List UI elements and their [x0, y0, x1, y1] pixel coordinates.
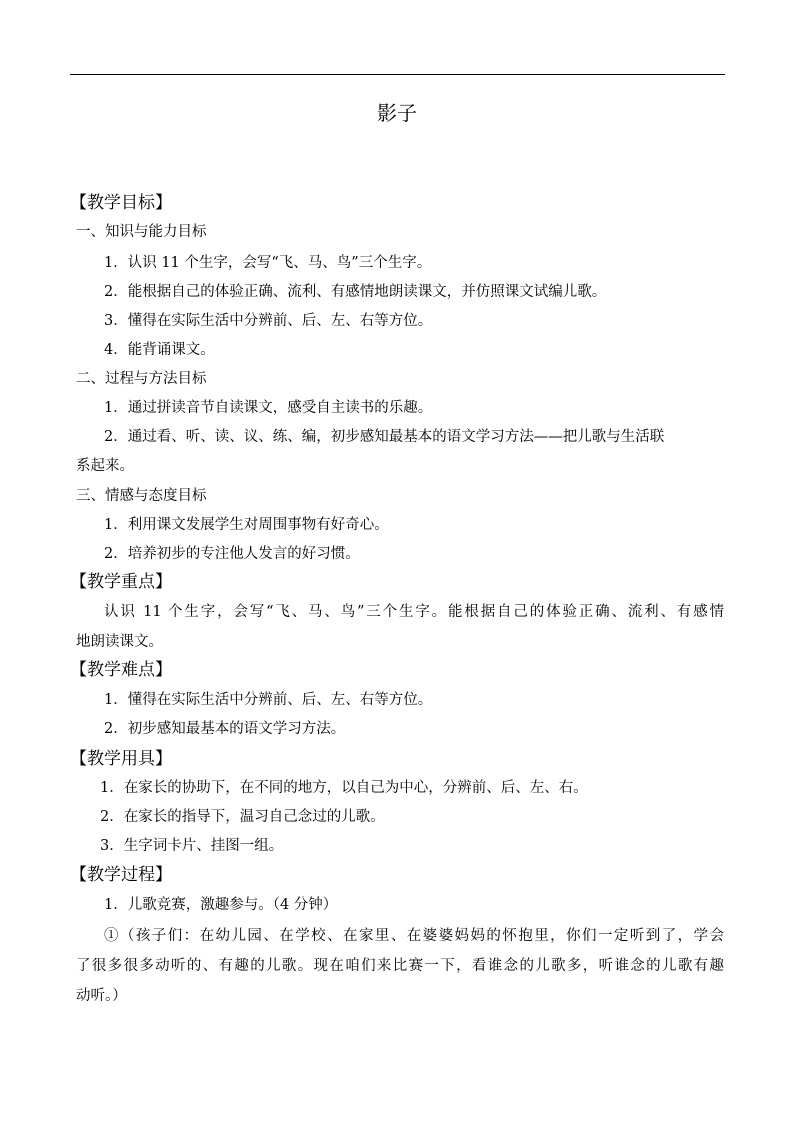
- goals-sec1-item-4: 4．能背诵课文。: [104, 342, 215, 358]
- tools-item-3: 3．生字词卡片、挂图一组。: [100, 838, 284, 854]
- goals-sec2-item-1: 1．通过拼读音节自读课文，感受自主读书的乐趣。: [104, 400, 433, 416]
- goals-sec3-label: 三、情感与态度目标: [76, 488, 207, 504]
- goals-sec2-item-2: 2．通过看、听、读、议、练、编，初步感知最基本的语文学习方法——把儿歌与生活联: [104, 429, 665, 445]
- difficulties-item-1: 1．懂得在实际生活中分辨前、后、左、右等方位。: [104, 692, 433, 708]
- goals-sec3-item-1: 1．利用课文发展学生对周围事物有好奇心。: [104, 517, 389, 533]
- goals-sec2-label: 二、过程与方法目标: [76, 371, 207, 387]
- difficulties-item-2: 2．初步感知最基本的语文学习方法。: [104, 721, 346, 737]
- goals-sec1-item-1: 1．认识 11 个生字，会写“飞、马、鸟”三个生字。: [104, 255, 432, 271]
- process-step-1: 1．儿歌竞赛，激趣参与。（4 分钟）: [104, 897, 338, 913]
- keypoints-line-1: 认识 11 个生字，会写“飞、马、鸟”三个生字。能根据自己的体验正确、流利、有感情: [104, 604, 724, 620]
- goals-sec1-label: 一、知识与能力目标: [76, 224, 207, 240]
- goals-heading: 【教学目标】: [70, 193, 172, 213]
- process-para-line-3: 动听。）: [76, 988, 127, 1004]
- document-title: 影子: [377, 101, 417, 125]
- goals-sec3-item-2: 2．培养初步的专注他人发言的好习惯。: [104, 546, 360, 562]
- goals-sec1-item-3: 3．懂得在实际生活中分辨前、后、左、右等方位。: [104, 313, 433, 329]
- header-rule: [70, 74, 725, 75]
- process-para-line-2: 了很多很多动听的、有趣的儿歌。现在咱们来比赛一下，看谁念的儿歌多，听谁念的儿歌有趣: [76, 958, 724, 974]
- tools-item-1: 1．在家长的协助下，在不同的地方，以自己为中心，分辨前、后、左、右。: [100, 780, 588, 796]
- tools-item-2: 2．在家长的指导下，温习自己念过的儿歌。: [100, 809, 385, 825]
- keypoints-heading: 【教学重点】: [70, 572, 172, 592]
- process-para-line-1: ①（孩子们：在幼儿园、在学校、在家里、在婆婆妈妈的怀抱里，你们一定听到了，学会: [104, 928, 724, 944]
- difficulties-heading: 【教学难点】: [70, 660, 172, 680]
- tools-heading: 【教学用具】: [70, 749, 172, 769]
- keypoints-line-2: 地朗读课文。: [76, 634, 163, 650]
- goals-sec1-item-2: 2．能根据自己的体验正确、流利、有感情地朗读课文，并仿照课文试编儿歌。: [104, 284, 607, 300]
- goals-sec2-item-2-cont: 系起来。: [76, 458, 134, 474]
- process-heading: 【教学过程】: [70, 865, 172, 885]
